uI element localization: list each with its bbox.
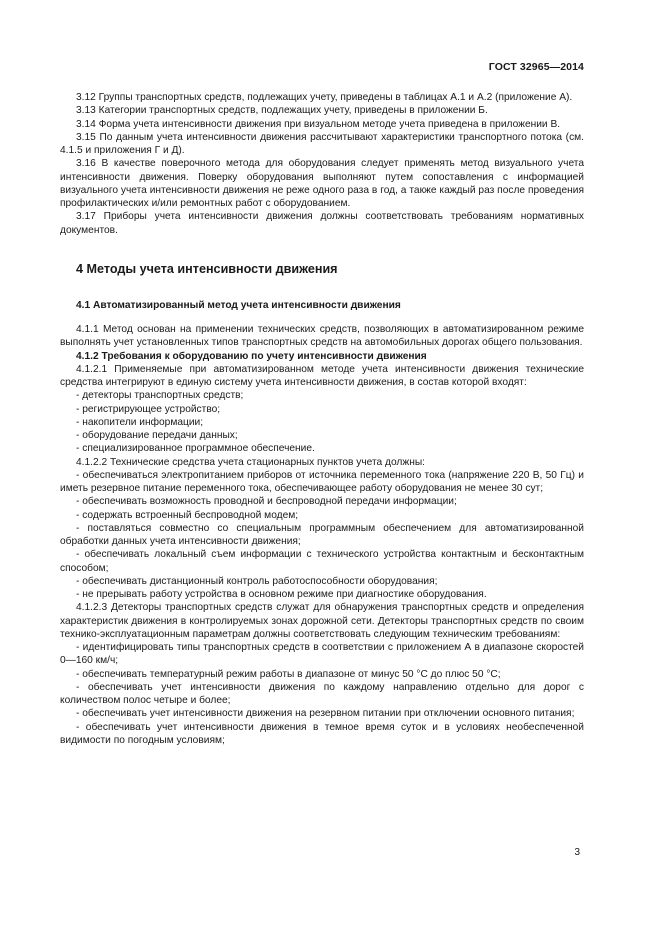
clause-3-15: 3.15 По данным учета интенсивности движения рассчитывают характеристики транспортного потока (см. 4.1.5 и приложения Г и Д). <box>60 131 584 156</box>
list-item: - обеспечивать учет интенсивности движения по каждому направлению отдельно для дорог с количеством полос четыре и более; <box>60 681 584 706</box>
clause-4-1-2-3: 4.1.2.3 Детекторы транспортных средств служат для обнаружения транспортных средств и определения характеристик движения в контролируемых зонах дорожной сети. Детекторы транспортных средств по своим технико-эксплуатационным параметрам должны соответствовать следующим техническим требованиям: <box>60 602 584 640</box>
clause-3-16: 3.16 В качестве поверочного метода для оборудования следует применять метод визуального учета интенсивности движения. Поверку оборудования выполняют путем сопоставления с информацией визуального учета интенсивности движения не реже одного раза в год, а также каждый раз после проведения профилактических и/или ремонтных работ с оборудованием. <box>60 158 584 209</box>
clause-3-12: 3.12 Группы транспортных средств, подлежащих учету, приведены в таблицах А.1 и А.2 (приложение А). <box>76 92 573 103</box>
list-item: - содержать встроенный беспроводной модем; <box>76 509 299 521</box>
section-4-heading: 4 Методы учета интенсивности движения <box>76 261 338 276</box>
list-item: - обеспечивать учет интенсивности движения в темное время суток и в условиях необеспеченной видимости по погодным условиям; <box>60 721 584 746</box>
list-item: - специализированное программное обеспечение. <box>76 443 315 455</box>
document-body <box>60 91 584 747</box>
clause-3-17: 3.17 Приборы учета интенсивности движения должны соответствовать требованиям нормативных документов. <box>60 211 584 236</box>
clause-3-14: 3.14 Форма учета интенсивности движения при визуальном методе учета приведена в приложении В. <box>76 118 561 130</box>
subsection-4-1-2-heading: 4.1.2 Требования к оборудованию по учету интенсивности движения <box>76 350 427 362</box>
subsection-4-1-heading: 4.1 Автоматизированный метод учета интенсивности движения <box>76 299 401 311</box>
clause-3-13: 3.13 Категории транспортных средств, подлежащих учету, приведены в приложении Б. <box>76 105 488 117</box>
list-item: - обеспечивать температурный режим работы в диапазоне от минус 50 °С до плюс 50 °С; <box>76 668 501 680</box>
list-item: - регистрирующее устройство; <box>76 403 221 415</box>
list-item: - обеспечивать дистанционный контроль работоспособности оборудования; <box>76 575 438 587</box>
clause-4-1-1: 4.1.1 Метод основан на применении технических средств, позволяющих в автоматизированном режиме выполнять учет установленных типов транспортных средств на автомобильных дорогах общего пользования. <box>60 324 584 349</box>
list-item: - не прерывать работу устройства в основном режиме при диагностике оборудования. <box>76 589 487 600</box>
list-item: - обеспечивать локальный съем информации с технического устройства контактным и бесконтактным способом; <box>60 549 584 574</box>
list-item: - обеспечиваться электропитанием приборов от источника переменного тока (напряжение 220 В, 50 Гц) и иметь резервное питание переменного тока, обеспечивающее работу оборудования не менее 30 сут; <box>60 469 584 494</box>
clause-4-1-2-1: 4.1.2.1 Применяемые при автоматизированном методе учета интенсивности движения технические средства интегрируют в единую систему учета интенсивности движения, в состав которой входят: <box>60 363 584 388</box>
list-item: - поставляться совместно со специальным программным обеспечением для автоматизированной обработки данных учета интенсивности движения; <box>60 522 584 547</box>
list-item: - детекторы транспортных средств; <box>76 390 244 402</box>
list-item: - обеспечивать учет интенсивности движения на резервном питании при отключении основного питания; <box>76 708 575 720</box>
page-number: 3 <box>574 847 580 858</box>
list-item: - накопители информации; <box>76 416 204 428</box>
list-item: - оборудование передачи данных; <box>76 430 238 441</box>
list-item: - обеспечивать возможность проводной и беспроводной передачи информации; <box>76 496 457 508</box>
standard-header: ГОСТ 32965—2014 <box>488 61 584 73</box>
list-item: - идентифицировать типы транспортных средств в соответствии с приложением А в диапазоне скоростей 0—160 км/ч; <box>60 642 584 667</box>
clause-4-1-2-2: 4.1.2.2 Технические средства учета стационарных пунктов учета должны: <box>76 456 425 468</box>
